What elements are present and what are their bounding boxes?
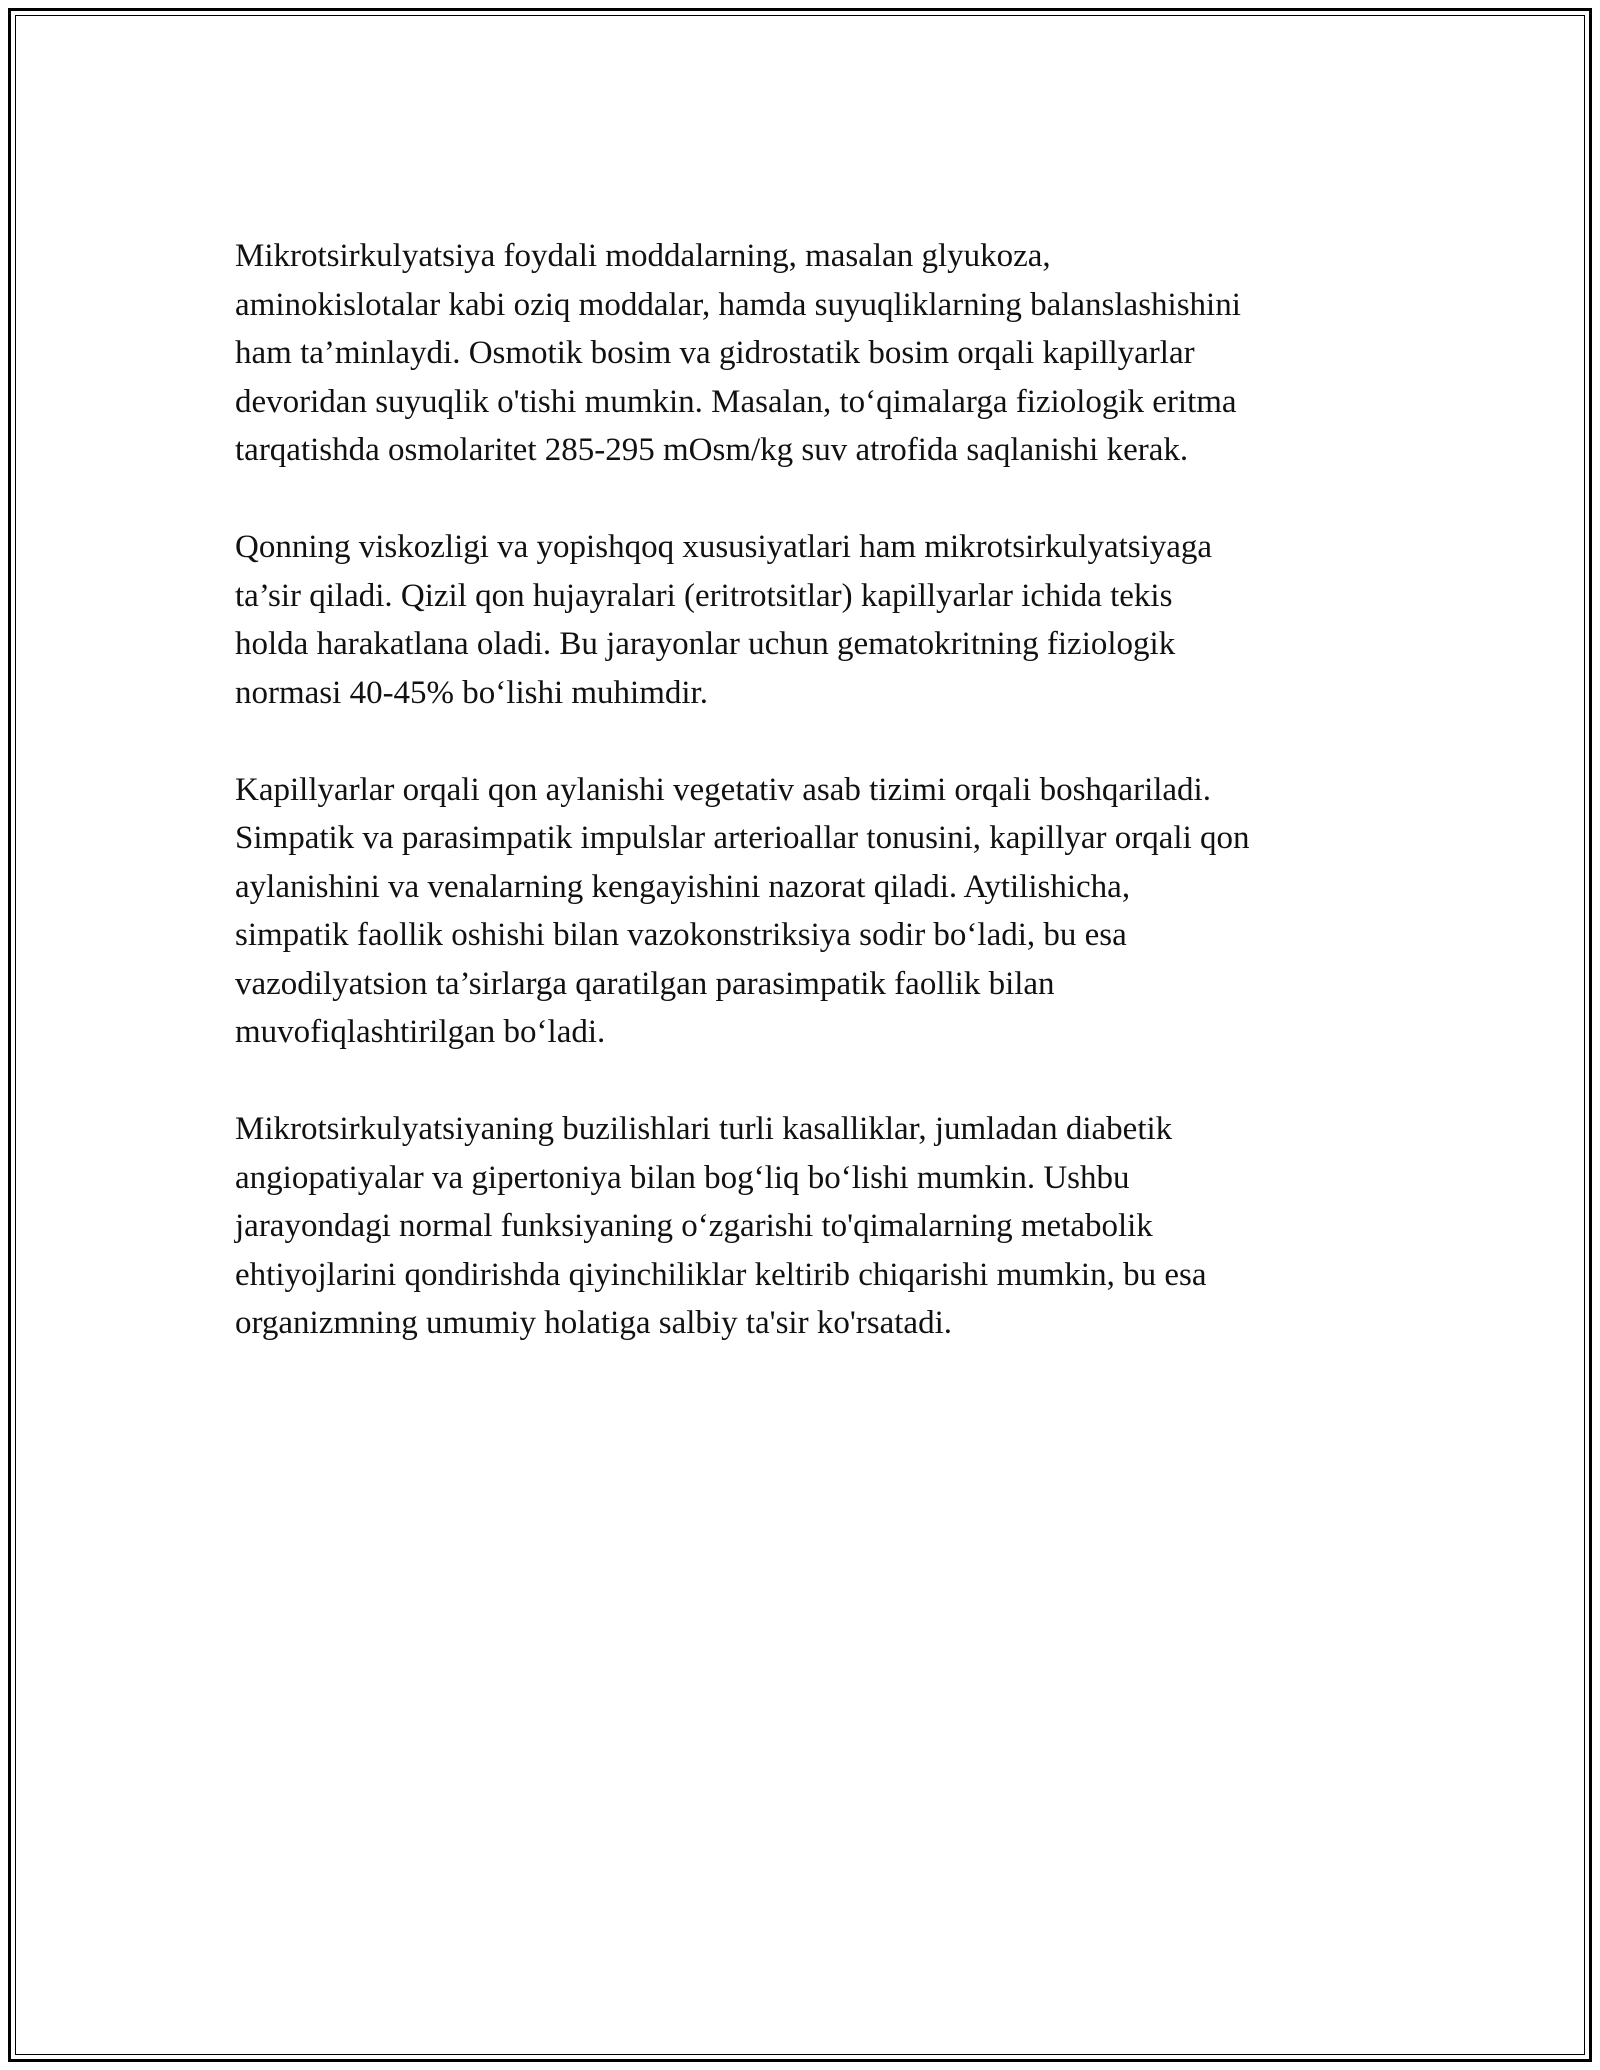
text-line: ham ta’minlaydi. Osmotik bosim va gidrostatik bosim orqali kapillyarlar	[235, 335, 1195, 371]
text-line: Kapillyarlar orqali qon aylanishi vegetativ asab tizimi orqali boshqariladi.	[235, 771, 1211, 808]
text-line: Mikrotsirkulyatsiya foydali moddalarning, masalan glyukoza,	[235, 238, 1051, 274]
text-line: tarqatishda osmolaritet 285-295 mOsm/kg suv atrofida saqlanishi kerak.	[235, 432, 1189, 468]
paragraph-3	[235, 766, 1370, 1057]
document-body	[235, 232, 1370, 1396]
paragraph-1	[235, 232, 1370, 475]
text-line: aylanishini va venalarning kengayishini nazorat qiladi. Aytilishicha,	[235, 868, 1131, 905]
text-line: vazodilyatsion ta’sirlarga qaratilgan parasimpatik faollik bilan	[235, 965, 1055, 1002]
text-line: normasi 40-45% bo‘lishi muhimdir.	[235, 674, 708, 711]
text-line: aminokislotalar kabi oziq moddalar, hamda suyuqliklarning balanslashishini	[235, 286, 1241, 323]
paragraph-4	[235, 1105, 1370, 1348]
text-line: organizmning umumiy holatiga salbiy ta'sir ko'rsatadi.	[235, 1305, 952, 1341]
text-line: Qonning viskozligi va yopishqoq xususiyatlari ham mikrotsirkulyatsiyaga	[235, 529, 1213, 565]
text-line: devoridan suyuqlik o'tishi mumkin. Masalan, to‘qimalarga fiziologik eritma	[235, 383, 1237, 420]
paragraph-2	[235, 523, 1370, 717]
text-line: simpatik faollik oshishi bilan vazokonstriksiya sodir bo‘ladi, bu esa	[235, 917, 1127, 953]
text-line: angiopatiyalar va gipertoniya bilan bog‘liq bo‘lishi mumkin. Ushbu	[235, 1159, 1130, 1196]
text-line: ta’sir qiladi. Qizil qon hujayralari (eritrotsitlar) kapillyarlar ichida tekis	[235, 577, 1173, 614]
text-line: Mikrotsirkulyatsiyaning buzilishlari turli kasalliklar, jumladan diabetik	[235, 1111, 1173, 1147]
text-line: muvofiqlashtirilgan bo‘ladi.	[235, 1014, 606, 1050]
text-line: jarayondagi normal funksiyaning o‘zgarishi to'qimalarning metabolik	[235, 1208, 1153, 1244]
text-line: holda harakatlana oladi. Bu jarayonlar uchun gematokritning fiziologik	[235, 626, 1176, 662]
text-line: Simpatik va parasimpatik impulslar arterioallar tonusini, kapillyar orqali qon	[235, 820, 1250, 856]
text-line: ehtiyojlarini qondirishda qiyinchiliklar keltirib chiqarishi mumkin, bu esa	[235, 1256, 1207, 1293]
